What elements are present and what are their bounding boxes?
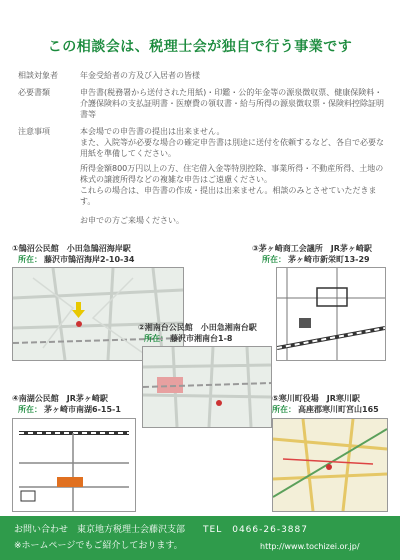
notes-p4: これらの場合は、申告書の作成・提出は出来ません。相談のみとさせていただきます。	[80, 186, 377, 206]
map-2-drawing	[143, 347, 271, 427]
notes-p1: 本会場での申告書の提出は出来ません。	[80, 127, 225, 136]
notes-label: 注意事項	[18, 127, 50, 136]
map-3-drawing	[277, 268, 385, 360]
info-section	[18, 70, 386, 232]
footer-contact: お問い合わせ 東京地方税理士会藤沢支部	[14, 525, 186, 535]
venue-3-name: 茅ヶ崎商工会議所	[258, 244, 323, 253]
map-5-drawing	[273, 419, 387, 511]
venue-1-label	[12, 243, 134, 265]
venue-4-label	[12, 393, 121, 415]
venue-1-address-label: 所在：	[18, 255, 42, 264]
venue-2-address: 藤沢市湘南台1-8	[170, 334, 233, 343]
map-4-drawing	[13, 419, 135, 511]
venue-2-name: 湘南台公民館	[144, 323, 193, 332]
venue-4-number: ④	[12, 394, 19, 403]
footer-tel: TEL 0466-26-3887	[203, 525, 308, 535]
venue-5-name: 寒川町役場	[278, 394, 319, 403]
map-5	[272, 418, 388, 512]
page-title: この相談会は、税理士会が独自で行う事業です	[47, 39, 353, 55]
venue-4-address-label: 所在：	[18, 405, 42, 414]
venue-3-label	[252, 243, 372, 265]
notes-p3: 所得金額800万円以上の方、住宅借入金等特別控除、事業所得・不動産所得、土地の株式の譲渡所得などの複雑な申告はご遠慮ください。	[80, 164, 384, 184]
venue-5-address: 高座郡寒川町宮山165	[298, 405, 379, 414]
venue-2-address-label: 所在：	[144, 334, 168, 343]
venue-1-address: 藤沢市鵠沼海岸2-10-34	[44, 255, 135, 264]
venue-3-number: ③	[252, 244, 259, 253]
notes-closing: お申での方ご来場ください。	[80, 216, 184, 225]
map-2	[142, 346, 272, 428]
venue-4-name: 南湖公民館	[18, 394, 59, 403]
notes-body	[80, 126, 386, 226]
venue-2-label	[138, 322, 257, 344]
map-3	[276, 267, 386, 361]
documents-row	[18, 87, 386, 120]
map-4	[12, 418, 136, 512]
venue-5-number: ⑤	[272, 394, 279, 403]
venue-3-address: 茅ヶ崎市新栄町13-29	[288, 255, 370, 264]
venue-3-address-label: 所在：	[262, 255, 286, 264]
venue-1-name: 鵠沼公民館	[18, 244, 59, 253]
venue-5-station: JR寒川駅	[326, 394, 360, 403]
venue-5-label	[272, 393, 379, 415]
notes-p2: また、入院等が必要な場合の確定申告書は別途に送付を依頼するなど、各自で必要な用紙を準備してください。	[80, 138, 384, 158]
venue-1-number: ①	[12, 244, 19, 253]
documents-value: 申告書(税務署から送付された用紙)・印鑑・公的年金等の源泉徴収票、健康保険料・介護保険料の支払証明書・医療費の領収書・給与所得の源泉徴収票・保険料控除証明書等	[80, 88, 384, 119]
venue-2-number: ②	[138, 323, 145, 332]
venue-2-station: 小田急湘南台駅	[200, 323, 257, 332]
target-row	[18, 70, 386, 81]
footer	[0, 516, 400, 560]
footer-note: ※ホームページでもご紹介しております。	[14, 541, 183, 551]
documents-label: 必要書類	[18, 88, 50, 97]
venue-3-station: JR茅ヶ崎駅	[330, 244, 372, 253]
target-label: 相談対象者	[18, 71, 58, 80]
venue-5-address-label: 所在：	[272, 405, 296, 414]
target-value: 年金受給者の方及び入居者の皆様	[80, 71, 200, 80]
venue-4-address: 茅ヶ崎市南湖6-15-1	[44, 405, 121, 414]
notes-row	[18, 126, 386, 226]
venue-1-station: 小田急鵠沼海岸駅	[66, 244, 131, 253]
venue-4-station: JR茅ヶ崎駅	[66, 394, 108, 403]
footer-url[interactable]: http://www.tochizei.or.jp/	[260, 542, 360, 551]
